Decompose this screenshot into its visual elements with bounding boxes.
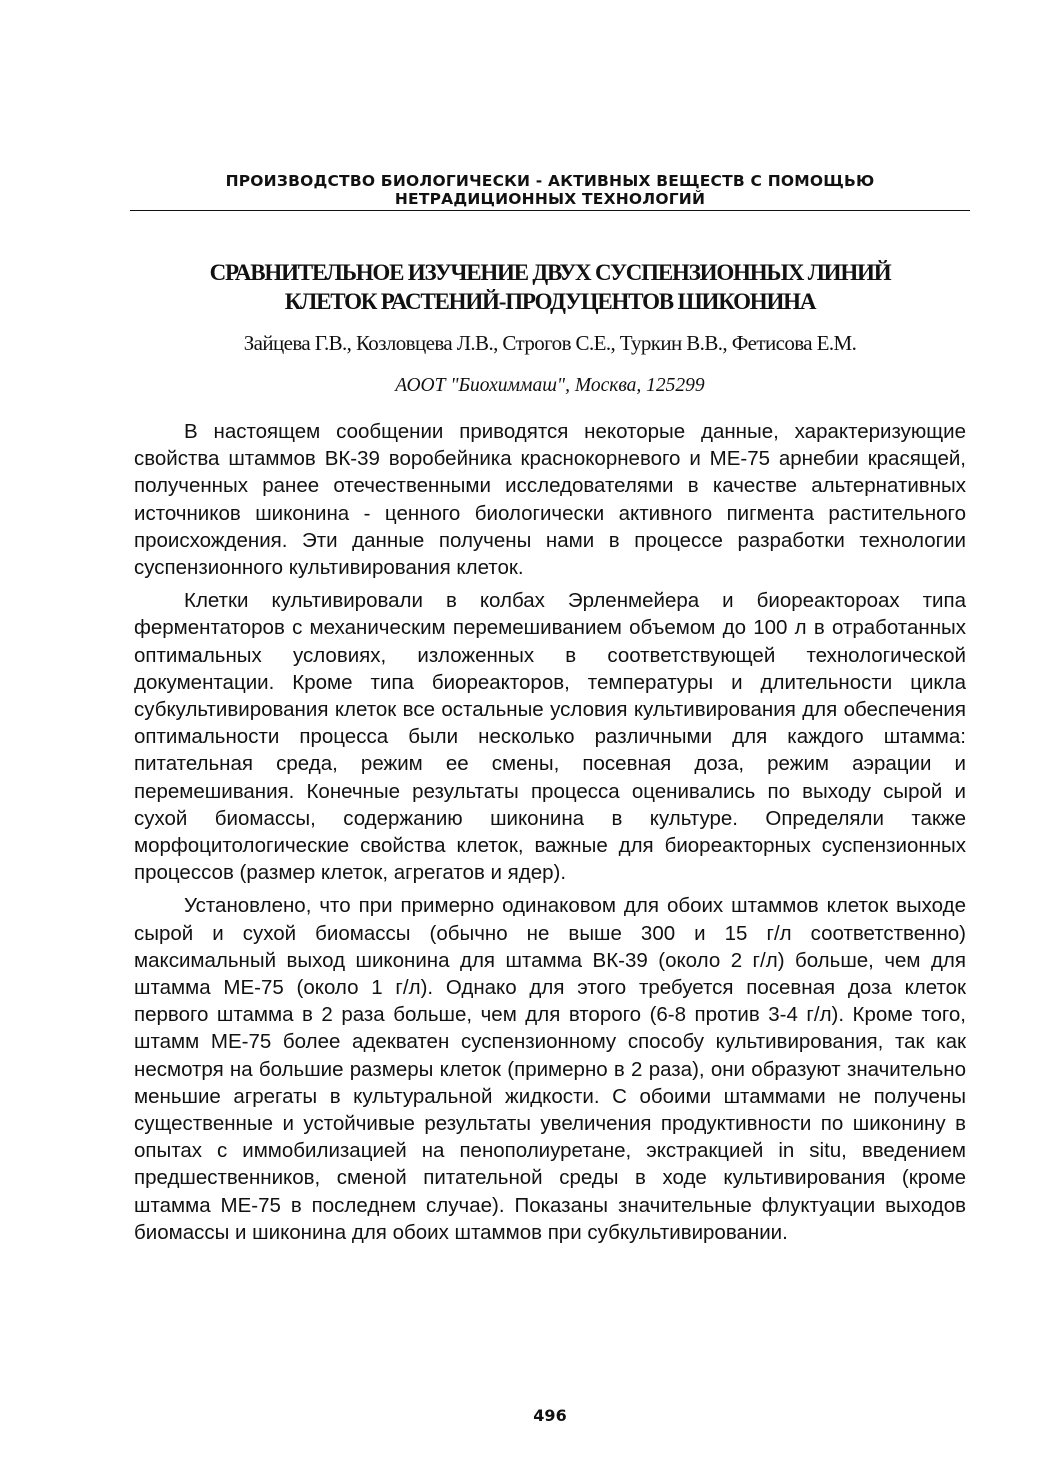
article-affiliation: АООТ "Биохиммаш", Москва, 125299 xyxy=(395,375,705,396)
article-authors: Зайцева Г.В., Козловцева Л.В., Строгов С.Е., Туркин В.В., Фетисова Е.М. xyxy=(243,331,857,355)
article-title-line-2: КЛЕТОК РАСТЕНИЙ-ПРОДУЦЕНТОВ ШИКОНИНА xyxy=(284,289,816,314)
running-header xyxy=(130,172,970,208)
article-body xyxy=(134,418,966,1246)
running-header-line-2: НЕТРАДИЦИОННЫХ ТЕХНОЛОГИЙ xyxy=(394,190,706,208)
article-title-line-1: СРАВНИТЕЛЬНОЕ ИЗУЧЕНИЕ ДВУХ СУСПЕНЗИОННЫХ ЛИНИЙ xyxy=(209,260,891,285)
paragraph-1: В настоящем сообщении приводятся некоторые данные, характеризующие свойства штаммов ВК-39 воробейника краснокорневого и МЕ-75 арнебии красящей, полученных ранее отечественными исследователями в качестве альтернативных источников шиконина - ценного биологически активного пигмента растительного происхождения. Эти данные получены нами в процессе разработки технологии суспензионного культивирования клеток. xyxy=(134,420,966,580)
paragraph-3: Установлено, что при примерно одинаковом для обоих штаммов клеток выходе сырой и сухой биомассы (обычно не выше 300 и 15 г/л соответственно) максимальный выход шиконина для штамма ВК-39 (около 2 г/л) больше, чем для штамма МЕ-75 (около 1 г/л). Однако для этого требуется посевная доза клеток первого штамма в 2 раза больше, чем для второго (6-8 против 3-4 г/л). Кроме того, штамм МЕ-75 более адекватен суспензионному способу культивирования, так как несмотря на большие размеры клеток (примерно в 2 раза), они образуют значительно меньшие агрегаты в культуральной жидкости. С обоими штаммами не получены существенные и устойчивые результаты увеличения продуктивности по шиконину в опытах с иммобилизацией на пенополиуретане, экстракцией in situ, введением предшественников, сменой питательной среды в ходе культивирования (кроме штамма МЕ-75 в последнем случае). Показаны значительные флуктуации выходов биомассы и шиконина для обоих штаммов при субкультивировании. xyxy=(134,894,966,1244)
paragraph-2: Клетки культивировали в колбах Эрленмейера и биореактороах типа ферментаторов с механическим перемешиванием объемом до 100 л в отработанных оптимальных условиях, изложенных в соответствующей технологической документации. Кроме типа биореакторов, температуры и длительности цикла субкультивирования клеток все остальные условия культивирования для обеспечения оптимальности процесса были несколько различными для каждого штамма: питательная среда, режим ее смены, посевная доза, режим аэрации и перемешивания. Конечные результаты процесса оценивались по выходу сырой и сухой биомассы, содержанию шиконина в культуре. Определяли также морфоцитологические свойства клеток, важные для биореакторных суспензионных процессов (размер клеток, агрегатов и ядер). xyxy=(134,589,966,885)
running-header-line-1: ПРОИЗВОДСТВО БИОЛОГИЧЕСКИ - АКТИВНЫХ ВЕЩЕСТВ С ПОМОЩЬЮ xyxy=(225,172,875,190)
article-title xyxy=(130,258,970,316)
page-number: 496 xyxy=(533,1406,567,1425)
header-divider xyxy=(130,210,970,211)
